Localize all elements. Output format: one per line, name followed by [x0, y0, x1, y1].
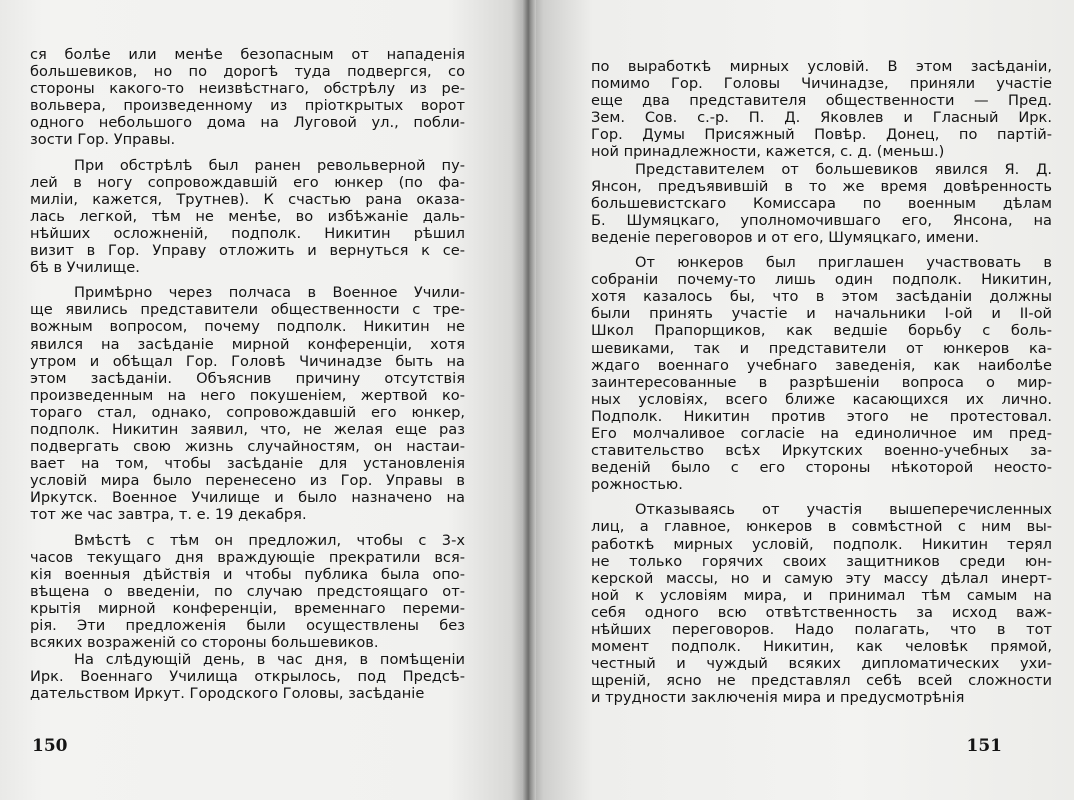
text-line: собраніи почему-то лишь один подполк. Никитин,	[591, 271, 1052, 289]
paragraph	[591, 501, 1052, 706]
text-line: нѣйших осложненій, подполк. Никитин рѣшил	[30, 224, 465, 242]
paragraph-gap	[30, 524, 465, 532]
text-line: произведенным на него покушеніем, жертвой ко-	[30, 386, 465, 404]
paragraph	[591, 58, 1052, 161]
right-page-number: 151	[966, 736, 1002, 756]
text-line: зости Гор. Управы.	[30, 131, 176, 149]
text-line: ставительство всѣх Иркутских военно-учебных за-	[591, 442, 1052, 460]
text-line: заинтересованные в разрѣшеніи вопроса о мир-	[591, 373, 1052, 391]
text-line: условій мира было перенесено из Гор. Управы в	[30, 472, 465, 490]
text-line: Его молчаливое согласіе на единоличное им пред-	[591, 424, 1052, 442]
text-line: рожностью.	[591, 476, 683, 494]
text-line: этом засѣданіи. Объяснив причину отсутствія	[30, 369, 465, 387]
text-line: визит в Гор. Управу отложить и вернуться к се-	[30, 242, 465, 260]
text-line: Иркутск. Военное Училище и было назначено на	[30, 489, 465, 507]
text-line: При обстрѣлѣ был ранен револьверной пу-	[74, 156, 465, 174]
text-line: Гор. Думы Присяжный Повѣр. Донец, по партій-	[591, 126, 1052, 144]
text-line: вает на том, чтобы засѣданіе для установленія	[30, 455, 465, 473]
text-line: Примѣрно через полчаса в Военное Учили-	[74, 284, 465, 302]
text-line: большевиков, но по дорогѣ туда подвергся, со	[30, 63, 465, 81]
text-line: лиц, а главное, юнкеров в совмѣстной с ним вы-	[591, 518, 1052, 536]
paragraph	[591, 254, 1052, 493]
text-line: От юнкеров был приглашен участвовать в	[635, 254, 1052, 272]
text-line: честный и чуждый всяких дипломатических ухи-	[591, 655, 1052, 673]
text-line: не только горячих своих защитников среди юн-	[591, 552, 1052, 570]
text-line: ной принадлежности, кажется, с. д. (меньш.)	[591, 143, 945, 161]
text-line: дательством Иркут. Городского Головы, засѣданіе	[30, 685, 425, 703]
text-line: Отказываясь от участія вышеперечисленных	[635, 501, 1052, 519]
text-line: лась легкой, тѣм не менѣе, во избѣжаніе даль-	[30, 207, 465, 225]
text-line: Зем. Сов. с.-р. П. Д. Яковлев и Гласный Ирк.	[591, 109, 1052, 127]
text-line: миліи, кажется, Трутнев). К счастью рана оказа-	[30, 190, 465, 208]
paragraph	[30, 157, 465, 277]
paragraph-gap	[591, 246, 1052, 254]
text-line: явился на засѣданіе мирной конференціи, хотя	[30, 335, 465, 353]
text-line: Янсон, предъявившій в то же время довѣренность	[591, 177, 1052, 195]
left-page	[0, 0, 527, 800]
text-line: На слѣдующій день, в час дня, в помѣщеніи	[74, 651, 465, 669]
text-line: момент подполк. Никитин, как человѣк прямой,	[591, 638, 1052, 656]
text-line: шевиками, так и представители от юнкеров ка-	[591, 339, 1052, 357]
text-line: и трудности заключенія мира и предусмотрѣнія	[591, 689, 965, 707]
text-line: ждаго военнаго учебнаго заведенія, как наиболѣе	[591, 356, 1052, 374]
text-line: Представителем от большевиков явился Я. Д.	[635, 160, 1052, 178]
text-line: Б. Шумяцкаго, уполномочившаго его, Янсона, на	[591, 211, 1052, 229]
left-page-number: 150	[32, 736, 68, 756]
right-page	[527, 0, 1074, 800]
text-line: вольвера, произведенному из пріоткрытых ворот	[30, 97, 465, 115]
text-line: часов текущаго дня враждующіе прекратили вся-	[30, 548, 465, 566]
text-line: Ирк. Военнаго Училища открылось, под Предсѣ-	[30, 668, 465, 686]
text-line: вожным вопросом, почему подполк. Никитин не	[30, 318, 465, 336]
book-gutter	[522, 0, 536, 800]
text-line: по выработкѣ мирных условій. В этом засѣданіи,	[591, 58, 1052, 75]
right-page-text	[591, 58, 1052, 706]
text-line: кія военныя дѣйствія и чтобы публика была опо-	[30, 565, 465, 583]
text-line: лей в ногу сопровождавшій его юнкер (по фа-	[30, 173, 465, 191]
paragraph	[30, 651, 465, 702]
paragraph	[30, 46, 465, 149]
paragraph-gap	[30, 276, 465, 284]
text-line: крытія мирной конференціи, временнаго переми-	[30, 599, 465, 617]
text-line: Школ Прапорщиков, как ведшіе борьбу с боль-	[591, 322, 1052, 340]
text-line: стороны какого-то неизвѣстнаго, обстрѣлу из ре-	[30, 80, 465, 98]
text-line: подвергать свою жизнь случайностям, он настаи-	[30, 438, 465, 456]
text-line: ще явились представители общественности с тре-	[30, 301, 465, 319]
text-line: всяких возраженій со стороны большевиков.	[30, 634, 379, 652]
paragraph-gap	[591, 493, 1052, 501]
text-line: рія. Эти предложенія были осуществлены без	[30, 617, 465, 634]
paragraph	[30, 532, 465, 652]
text-line: одного небольшого дома на Луговой ул., побли-	[30, 114, 465, 132]
text-line: ных условіях, всего ближе касающихся их лично.	[591, 390, 1052, 408]
text-line: керской массы, но и самую эту массу дѣлал инерт-	[591, 569, 1052, 587]
text-line: были принять участіе и начальники I-ой и II-ой	[591, 305, 1052, 323]
text-line: щреній, ясно не представлял себѣ всей сложности	[591, 672, 1052, 690]
text-line: помимо Гор. Головы Чичинадзе, приняли участіе	[591, 75, 1052, 93]
text-line: Подполк. Никитин против этого не протестовал.	[591, 407, 1052, 425]
paragraph	[30, 284, 465, 523]
text-line: тораго стал, однако, сопровождавшій его юнкер,	[30, 403, 465, 421]
text-line: нѣйших переговоров. Надо полагать, что в тот	[591, 621, 1052, 638]
text-line: веденій было с его стороны нѣкоторой неосто-	[591, 459, 1052, 477]
text-line: подполк. Никитин заявил, что, не желая еще раз	[30, 420, 465, 438]
text-line: работкѣ мирных условій, подполк. Никитин терял	[591, 535, 1052, 553]
text-line: веденіе переговоров и от его, Шумяцкаго, имени.	[591, 228, 979, 246]
text-line: еще два представителя общественности — Пред.	[591, 92, 1052, 110]
text-line: себя одного всю отвѣтственность за исход важ-	[591, 603, 1052, 621]
text-line: хотя казалось бы, что в этом засѣданіи должны	[591, 288, 1052, 306]
text-line: бѣ в Училище.	[30, 259, 140, 277]
text-line: ной к условіям мира, и принимал тѣм самым на	[591, 586, 1052, 604]
paragraph-gap	[30, 149, 465, 157]
text-line: Вмѣстѣ с тѣм он предложил, чтобы с 3-х	[74, 531, 465, 549]
left-page-text	[30, 46, 465, 702]
paragraph	[591, 161, 1052, 246]
text-line: тот же час завтра, т. е. 19 декабря.	[30, 506, 307, 524]
text-line: вѣщена о введеніи, по случаю предстоящаго от-	[30, 582, 465, 600]
text-line: ся болѣе или менѣе безопасным от нападенія	[30, 46, 465, 63]
text-line: большевистскаго Комиссара по военным дѣлам	[591, 194, 1052, 212]
text-line: утром и обѣщал Гор. Головѣ Чичинадзе быть на	[30, 352, 465, 370]
